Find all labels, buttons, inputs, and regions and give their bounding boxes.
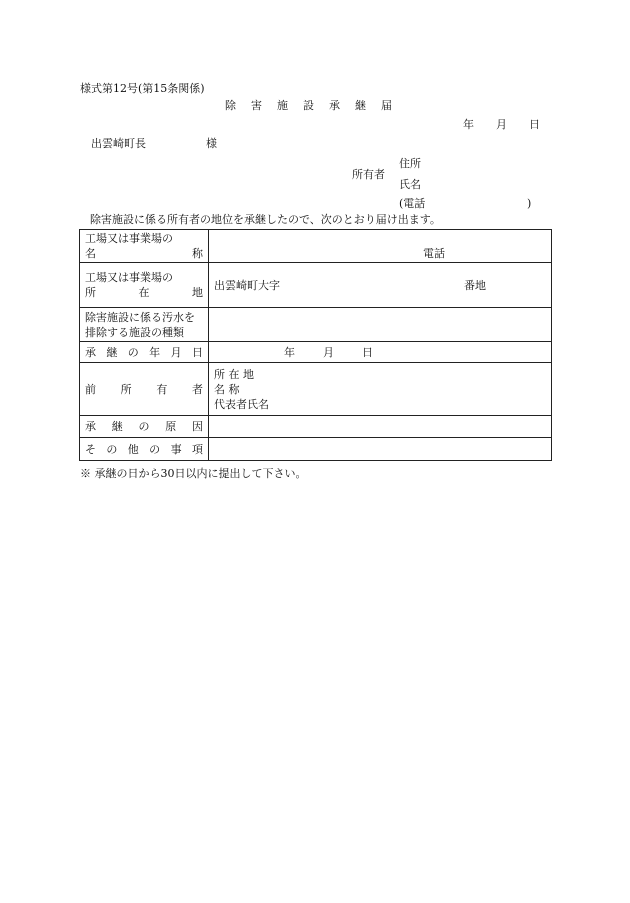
owner-name-label: 氏名 (399, 178, 421, 191)
date-month: 月 (496, 118, 507, 131)
form-number: 様式第12号(第15条関係) (80, 82, 205, 95)
table-row (80, 363, 552, 416)
label-succession-cause: 承 継 の 原 因 (80, 416, 209, 438)
label-factory-location: 工場又は事業場の 所 在 地 (80, 263, 209, 308)
addressee-honorific: 様 (206, 137, 217, 150)
label-other-matters: そ の 他 の 事 項 (80, 438, 209, 461)
label-factory-name: 工場又は事業場の 名 称 (80, 230, 209, 263)
succession-form-table (79, 229, 552, 461)
table-row (80, 438, 552, 461)
field-previous-owner[interactable] (209, 363, 552, 416)
field-succession-cause[interactable] (209, 416, 552, 438)
label-facility-type: 除害施設に係る汚水を 排除する施設の種類 (80, 308, 209, 342)
owner-phone-close: ) (527, 197, 532, 210)
submission-date (463, 118, 540, 132)
date-year: 年 (463, 118, 474, 131)
prev-owner-name-label: 名 称 (214, 382, 240, 396)
field-factory-location[interactable] (209, 263, 552, 308)
lot-suffix: 番地 (464, 278, 486, 292)
table-row (80, 308, 552, 342)
intro-text: 除害施設に係る所有者の地位を承継したので、次のとおり届け出ます。 (90, 213, 441, 226)
owner-role-label: 所有者 (352, 168, 385, 181)
table-row (80, 416, 552, 438)
owner-address-label: 住所 (399, 157, 421, 170)
field-factory-name[interactable] (209, 230, 552, 263)
table-row (80, 263, 552, 308)
table-row (80, 230, 552, 263)
addressee: 出雲崎町長 (91, 137, 146, 150)
prev-owner-location-label: 所 在 地 (214, 367, 254, 381)
table-row (80, 342, 552, 363)
town-prefix: 出雲崎町大字 (214, 278, 280, 292)
label-previous-owner: 前 所 有 者 (80, 363, 209, 416)
footnote: ※ 承継の日から30日以内に提出して下さい。 (80, 467, 307, 480)
owner-phone-label: (電話 (399, 197, 426, 210)
phone-label: 電話 (423, 246, 445, 260)
prev-owner-rep-label: 代表者氏名 (214, 397, 269, 411)
label-succession-date: 承 継 の 年 月 日 (80, 342, 209, 363)
document-title: 除害施設承継届 (225, 99, 407, 112)
field-facility-type[interactable] (209, 308, 552, 342)
field-succession-date[interactable]: 年 月 日 (209, 342, 552, 363)
field-other-matters[interactable] (209, 438, 552, 461)
date-day: 日 (529, 118, 540, 131)
